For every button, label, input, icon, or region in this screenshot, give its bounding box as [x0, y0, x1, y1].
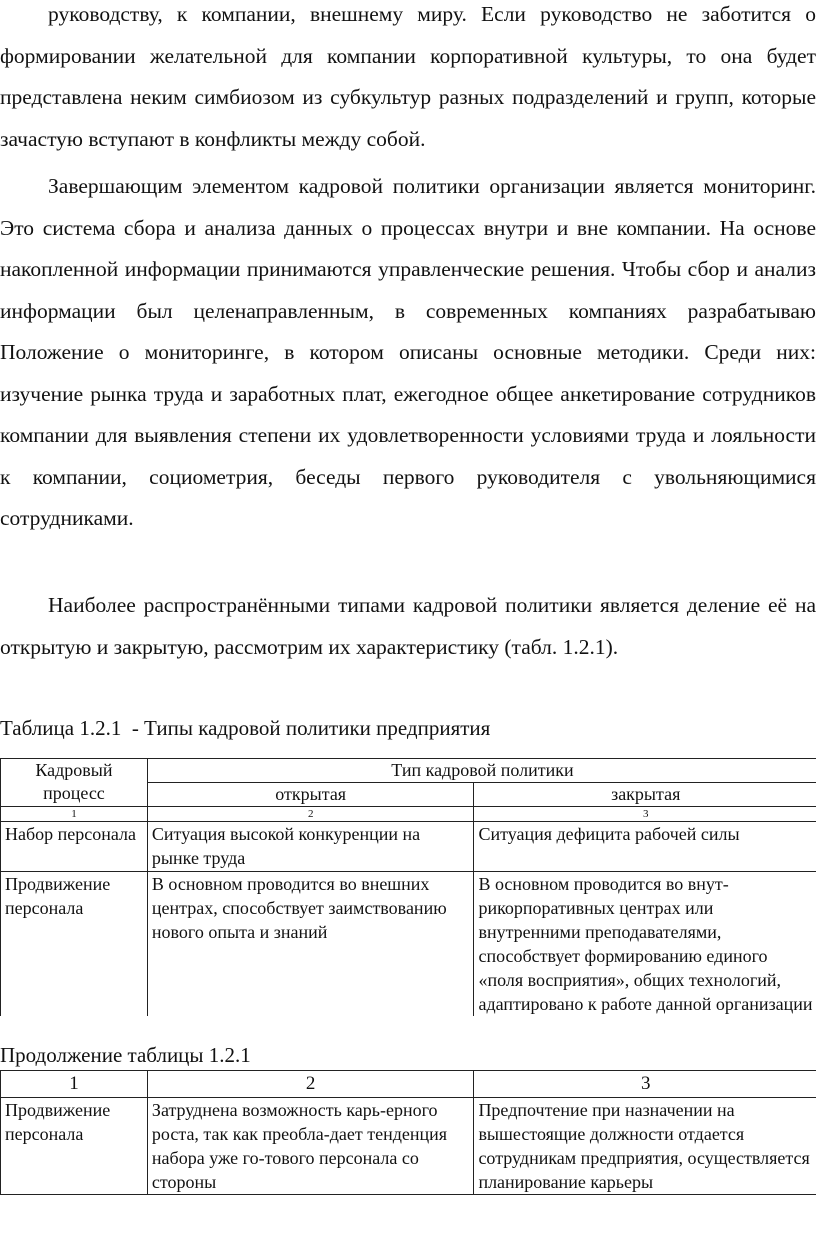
- header-policy-type: Тип кадровой политики: [147, 759, 816, 783]
- col-number: 1: [1, 1071, 148, 1098]
- header-closed: закрытая: [474, 783, 816, 807]
- table-row: [1, 1098, 816, 1195]
- cell-closed: В основном проводится во внут-рикорпоративных центрах или внутренними преподавателями, способствует формированию единого «поля восприятия», общих технологий, адаптировано к работе данной организации: [474, 872, 816, 1017]
- cell-open: Ситуация высокой конкуренции на рынке труда: [147, 822, 474, 872]
- table-row: [1, 822, 816, 872]
- header-process: Кадровый процесс: [1, 759, 148, 807]
- paragraph-1: руководству, к компании, внешнему миру. Если руководство не заботится о формировании желательной для компании корпоративной культуры, то она будет представлена неким симбиозом из субкультур разных подразделений и групп, которые зачастую вступают в конфликты между собой.: [0, 2, 816, 151]
- col-number: 1: [1, 807, 148, 822]
- table-2-caption: Продолжение таблицы 1.2.1: [0, 1043, 251, 1067]
- col-number: 2: [147, 807, 474, 822]
- cell-closed: Ситуация дефицита рабочей силы: [474, 822, 816, 872]
- col-number: 2: [147, 1071, 474, 1098]
- cell-open: В основном проводится во внешних центрах, способствует заимствованию нового опыта и знаний: [147, 872, 474, 1017]
- table-1-caption: Таблица 1.2.1 - Типы кадровой политики предприятия: [0, 716, 491, 740]
- cell-open: Затруднена возможность карь-ерного роста, так как преобла-дает тенденция набора уже го-тового персонала со стороны: [147, 1098, 474, 1195]
- cell-process: Продвижение персонала: [1, 1098, 148, 1195]
- header-open: открытая: [147, 783, 474, 807]
- table-1: [0, 758, 816, 1016]
- table-2: [0, 1070, 816, 1195]
- cell-process: Набор персонала: [1, 822, 148, 872]
- col-number: 3: [474, 1071, 816, 1098]
- paragraph-2: Завершающим элементом кадровой политики организации является мониторинг. Это система сбора и анализа данных о процессах внутри и вне компании. На основе накопленной информации принимаются управленческие решения. Чтобы сбор и анализ информации был целенаправленным, в современных компаниях разрабатываю Положение о мониторинге, в котором описаны основные методики. Среди них: изучение рынка труда и заработных плат, ежегодное общее анкетирование сотрудников компании для выявления степени их удовлетворенности условиями труда и лояльности к компании, социометрия, беседы первого руководителя с увольняющимися сотрудниками.: [0, 174, 816, 530]
- paragraph-3: Наиболее распространёнными типами кадровой политики является деление её на открытую и закрытую, рассмотрим их характеристику (табл. 1.2.1).: [0, 593, 816, 659]
- col-number: 3: [474, 807, 816, 822]
- cell-process: Продвижение персонала: [1, 872, 148, 1017]
- table-row: [1, 872, 816, 1017]
- cell-closed: Предпочтение при назначении на вышестоящие должности отдается сотрудникам предприятия, осуществляется планирование карьеры: [474, 1098, 816, 1195]
